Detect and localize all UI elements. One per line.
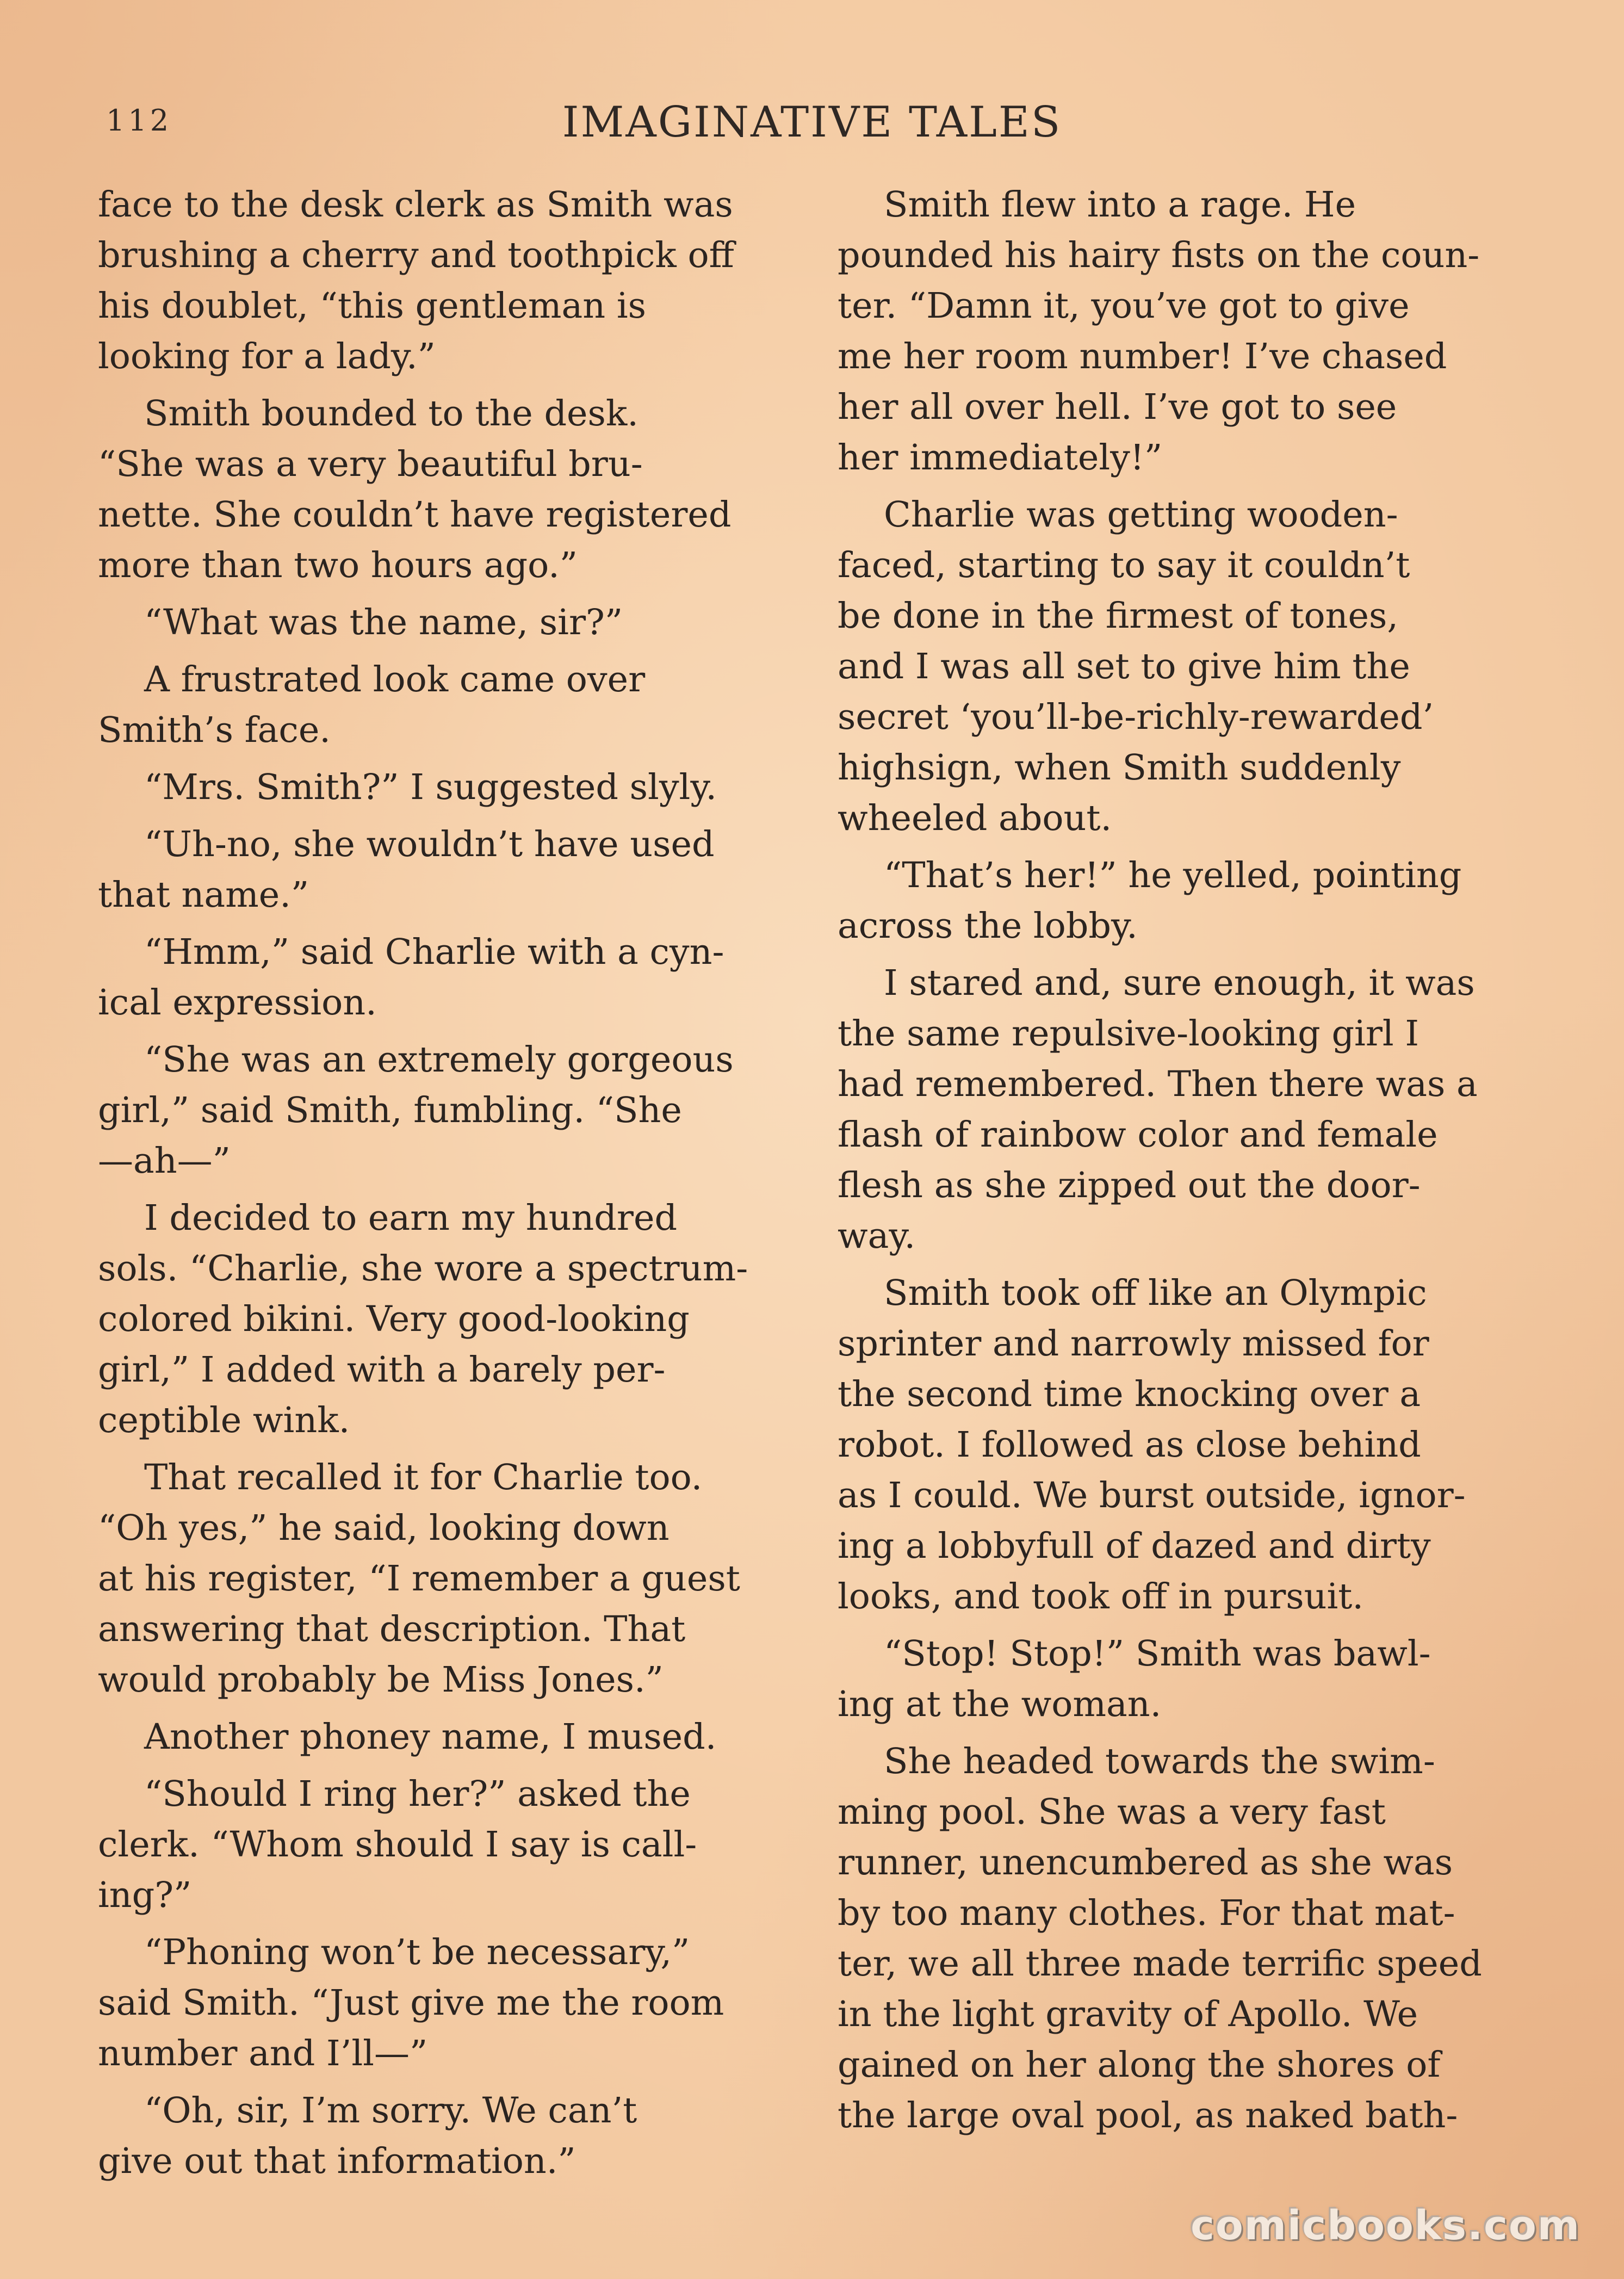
paragraph: Smith took off like an Olympic sprinter and narrowly missed for the second time knocking over a robot. I followed as close behind as I could. We burst outside, ignor- ing a lobbyfull of dazed and dirty looks, and took off in pursuit. — [838, 1273, 1466, 1617]
page-number: 112 — [106, 103, 172, 138]
paragraph: I decided to earn my hundred sols. “Charlie, she wore a spectrum- colored bikini. Very good-looking girl,” I added with a barely per- ceptible wink. — [98, 1198, 748, 1441]
paragraph: A frustrated look came over Smith’s face. — [98, 659, 646, 751]
right-column — [838, 179, 1528, 2147]
paragraph: Smith flew into a rage. He pounded his hairy fists on the coun- ter. “Damn it, you’ve got to give me her room number! I’ve chased her all over hell. I’ve got to see her immediately!” — [838, 184, 1480, 478]
paragraph: “Oh, sir, I’m sorry. We can’t give out that information.” — [98, 2090, 637, 2182]
paragraph: Another phoney name, I mused. — [144, 1717, 717, 1757]
paragraph: “Phoning won’t be necessary,” said Smith. “Just give me the room number and I’ll—” — [98, 1932, 724, 2074]
paragraph: “Stop! Stop!” Smith was bawl- ing at the woman. — [838, 1633, 1431, 1725]
paragraph: “She was an extremely gorgeous girl,” said Smith, fumbling. “She —ah—” — [98, 1039, 734, 1181]
paragraph: Smith bounded to the desk. “She was a very beautiful bru- nette. She couldn’t have registered more than two hours ago.” — [98, 393, 732, 586]
left-column — [98, 179, 791, 2193]
paragraph: “What was the name, sir?” — [144, 602, 623, 643]
paragraph: I stared and, sure enough, it was the same repulsive-looking girl I had remembered. Then there was a flash of rainbow color and female flesh as she zipped out the door- way. — [838, 963, 1478, 1256]
paragraph: That recalled it for Charlie too. “Oh yes,” he said, looking down at his register, “I remember a guest answering that description. That would probably be Miss Jones.” — [98, 1457, 740, 1700]
paragraph: Charlie was getting wooden- faced, starting to say it couldn’t be done in the firmest of tones, and I was all set to give him the secret ‘you’ll-be-richly-rewarded’ highsign, when Smith suddenly wheeled about. — [838, 494, 1434, 839]
paragraph: “Hmm,” said Charlie with a cyn- ical expression. — [98, 932, 724, 1023]
paragraph: “Uh-no, she wouldn’t have used that name.” — [98, 824, 715, 915]
running-head: IMAGINATIVE TALES — [562, 98, 1062, 147]
paragraph: “Mrs. Smith?” I suggested slyly. — [144, 767, 717, 808]
paragraph: She headed towards the swim- ming pool. She was a very fast runner, unencumbered as she was by too many clothes. For that mat- ter, we all three made terrific speed in the light gravity of Apollo. We gained on her along the shores of the large oval pool, as naked bath- — [838, 1741, 1482, 2136]
paragraph: face to the desk clerk as Smith was brushing a cherry and toothpick off his doublet, “this gentleman is looking for a lady.” — [98, 184, 734, 377]
paragraph: “Should I ring her?” asked the clerk. “Whom should I say is call- ing?” — [98, 1774, 697, 1916]
watermark: comicbooks.com — [1191, 2202, 1580, 2249]
paragraph: “That’s her!” he yelled, pointing across the lobby. — [838, 855, 1462, 946]
